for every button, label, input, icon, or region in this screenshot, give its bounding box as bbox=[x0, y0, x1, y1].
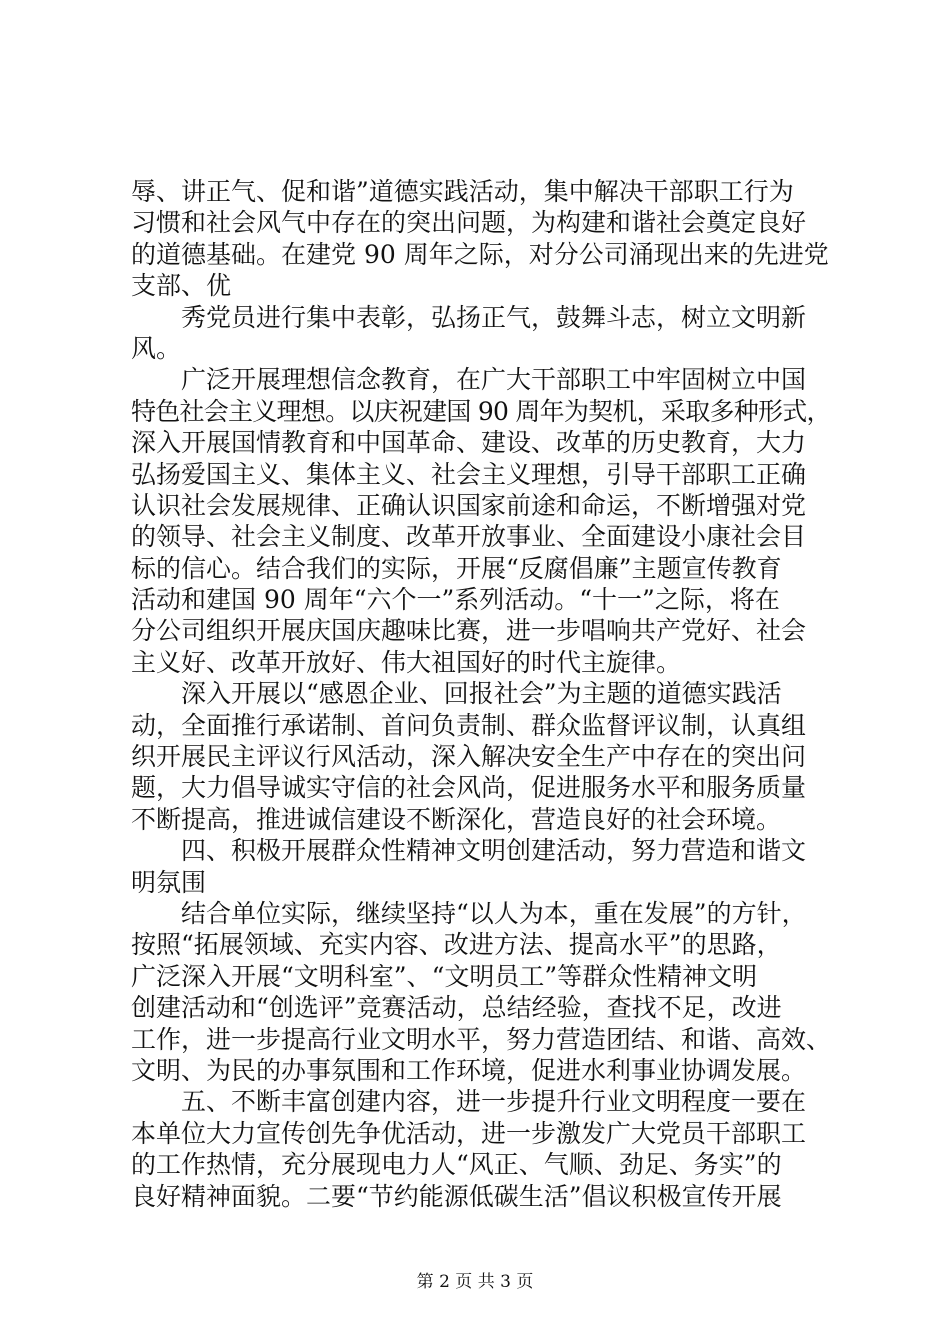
text-line: 深入开展国情教育和中国革命、建设、改革的历史教育，大力 bbox=[131, 428, 807, 458]
paragraph bbox=[131, 1086, 831, 1212]
paragraph bbox=[131, 678, 831, 835]
text-line: 织开展民主评议行风活动，深入解决安全生产中存在的突出问 bbox=[131, 742, 807, 772]
paragraph bbox=[131, 302, 831, 365]
text-line: 广泛深入开展“文明科室”、“文明员工”等群众性精神文明 bbox=[131, 961, 758, 991]
text-line: 动，全面推行承诺制、首问负责制、群众监督评议制，认真组 bbox=[131, 710, 807, 740]
text-line: 的工作热情，充分展现电力人“风正、气顺、劲足、务实”的 bbox=[131, 1150, 782, 1180]
text-line: 题，大力倡导诚实守信的社会风尚，促进服务水平和服务质量 bbox=[131, 773, 807, 803]
text-line: 辱、讲正气、促和谐”道德实践活动，集中解决干部职工行为 bbox=[131, 177, 794, 206]
text-line: 五、不断丰富创建内容，进一步提升行业文明程度一要在 bbox=[181, 1087, 807, 1117]
paragraph bbox=[131, 835, 831, 898]
text-line: 的道德基础。在建党 90 周年之际，对分公司涌现出来的先进党 bbox=[131, 239, 829, 269]
text-line: 秀党员进行集中表彰，弘扬正气，鼓舞斗志，树立文明新 bbox=[181, 302, 807, 332]
text-line: 良好精神面貌。二要“节约能源低碳生活”倡议积极宣传开展 bbox=[131, 1181, 782, 1211]
text-line: 风。 bbox=[131, 333, 182, 363]
text-line: 不断提高，推进诚信建设不断深化，营造良好的社会环境。 bbox=[131, 804, 782, 834]
text-line: 认识社会发展规律、正确认识国家前途和命运，不断增强对党 bbox=[131, 490, 807, 520]
text-line: 四、积极开展群众性精神文明创建活动，努力营造和谐文 bbox=[181, 836, 807, 866]
text-line: 主义好、改革开放好、伟大祖国好的时代主旋律。 bbox=[131, 647, 682, 677]
paragraph bbox=[131, 898, 831, 1086]
text-line: 特色社会主义理想。以庆祝建国 90 周年为契机，采取多种形式， bbox=[131, 396, 831, 426]
text-line: 广泛开展理想信念教育，在广大干部职工中牢固树立中国 bbox=[181, 365, 807, 395]
text-line: 文明、为民的办事氛围和工作环境，促进水利事业协调发展。 bbox=[131, 1055, 807, 1085]
paragraph bbox=[131, 176, 831, 302]
text-line: 支部、优 bbox=[131, 271, 232, 301]
text-line: 明氛围 bbox=[131, 867, 207, 897]
document-body bbox=[131, 176, 831, 1212]
text-line: 弘扬爱国主义、集体主义、社会主义理想，引导干部职工正确 bbox=[131, 459, 807, 489]
text-line: 按照“拓展领域、充实内容、改进方法、提高水平”的思路， bbox=[131, 930, 782, 960]
text-line: 工作，进一步提高行业文明水平，努力营造团结、和谐、高效、 bbox=[131, 1024, 832, 1054]
text-line: 习惯和社会风气中存在的突出问题，为构建和谐社会奠定良好 bbox=[131, 208, 807, 238]
text-line: 活动和建国 90 周年“六个一”系列活动。“十一”之际，将在 bbox=[131, 585, 780, 615]
text-line: 标的信心。结合我们的实际，开展“反腐倡廉”主题宣传教育 bbox=[131, 553, 782, 583]
page-number-label: 第 2 页 共 3 页 bbox=[416, 1272, 534, 1292]
text-line: 创建活动和“创选评”竞赛活动，总结经验，查找不足，改进 bbox=[131, 993, 782, 1023]
text-line: 结合单位实际，继续坚持“以人为本，重在发展”的方针， bbox=[181, 898, 807, 928]
page-footer bbox=[0, 1272, 950, 1292]
text-line: 本单位大力宣传创先争优活动，进一步激发广大党员干部职工 bbox=[131, 1118, 807, 1148]
text-line: 的领导、社会主义制度、改革开放事业、全面建设小康社会目 bbox=[131, 522, 807, 552]
text-line: 深入开展以“感恩企业、回报社会”为主题的道德实践活 bbox=[181, 679, 782, 709]
text-line: 分公司组织开展庆国庆趣味比赛，进一步唱响共产党好、社会 bbox=[131, 616, 807, 646]
paragraph bbox=[131, 364, 831, 678]
